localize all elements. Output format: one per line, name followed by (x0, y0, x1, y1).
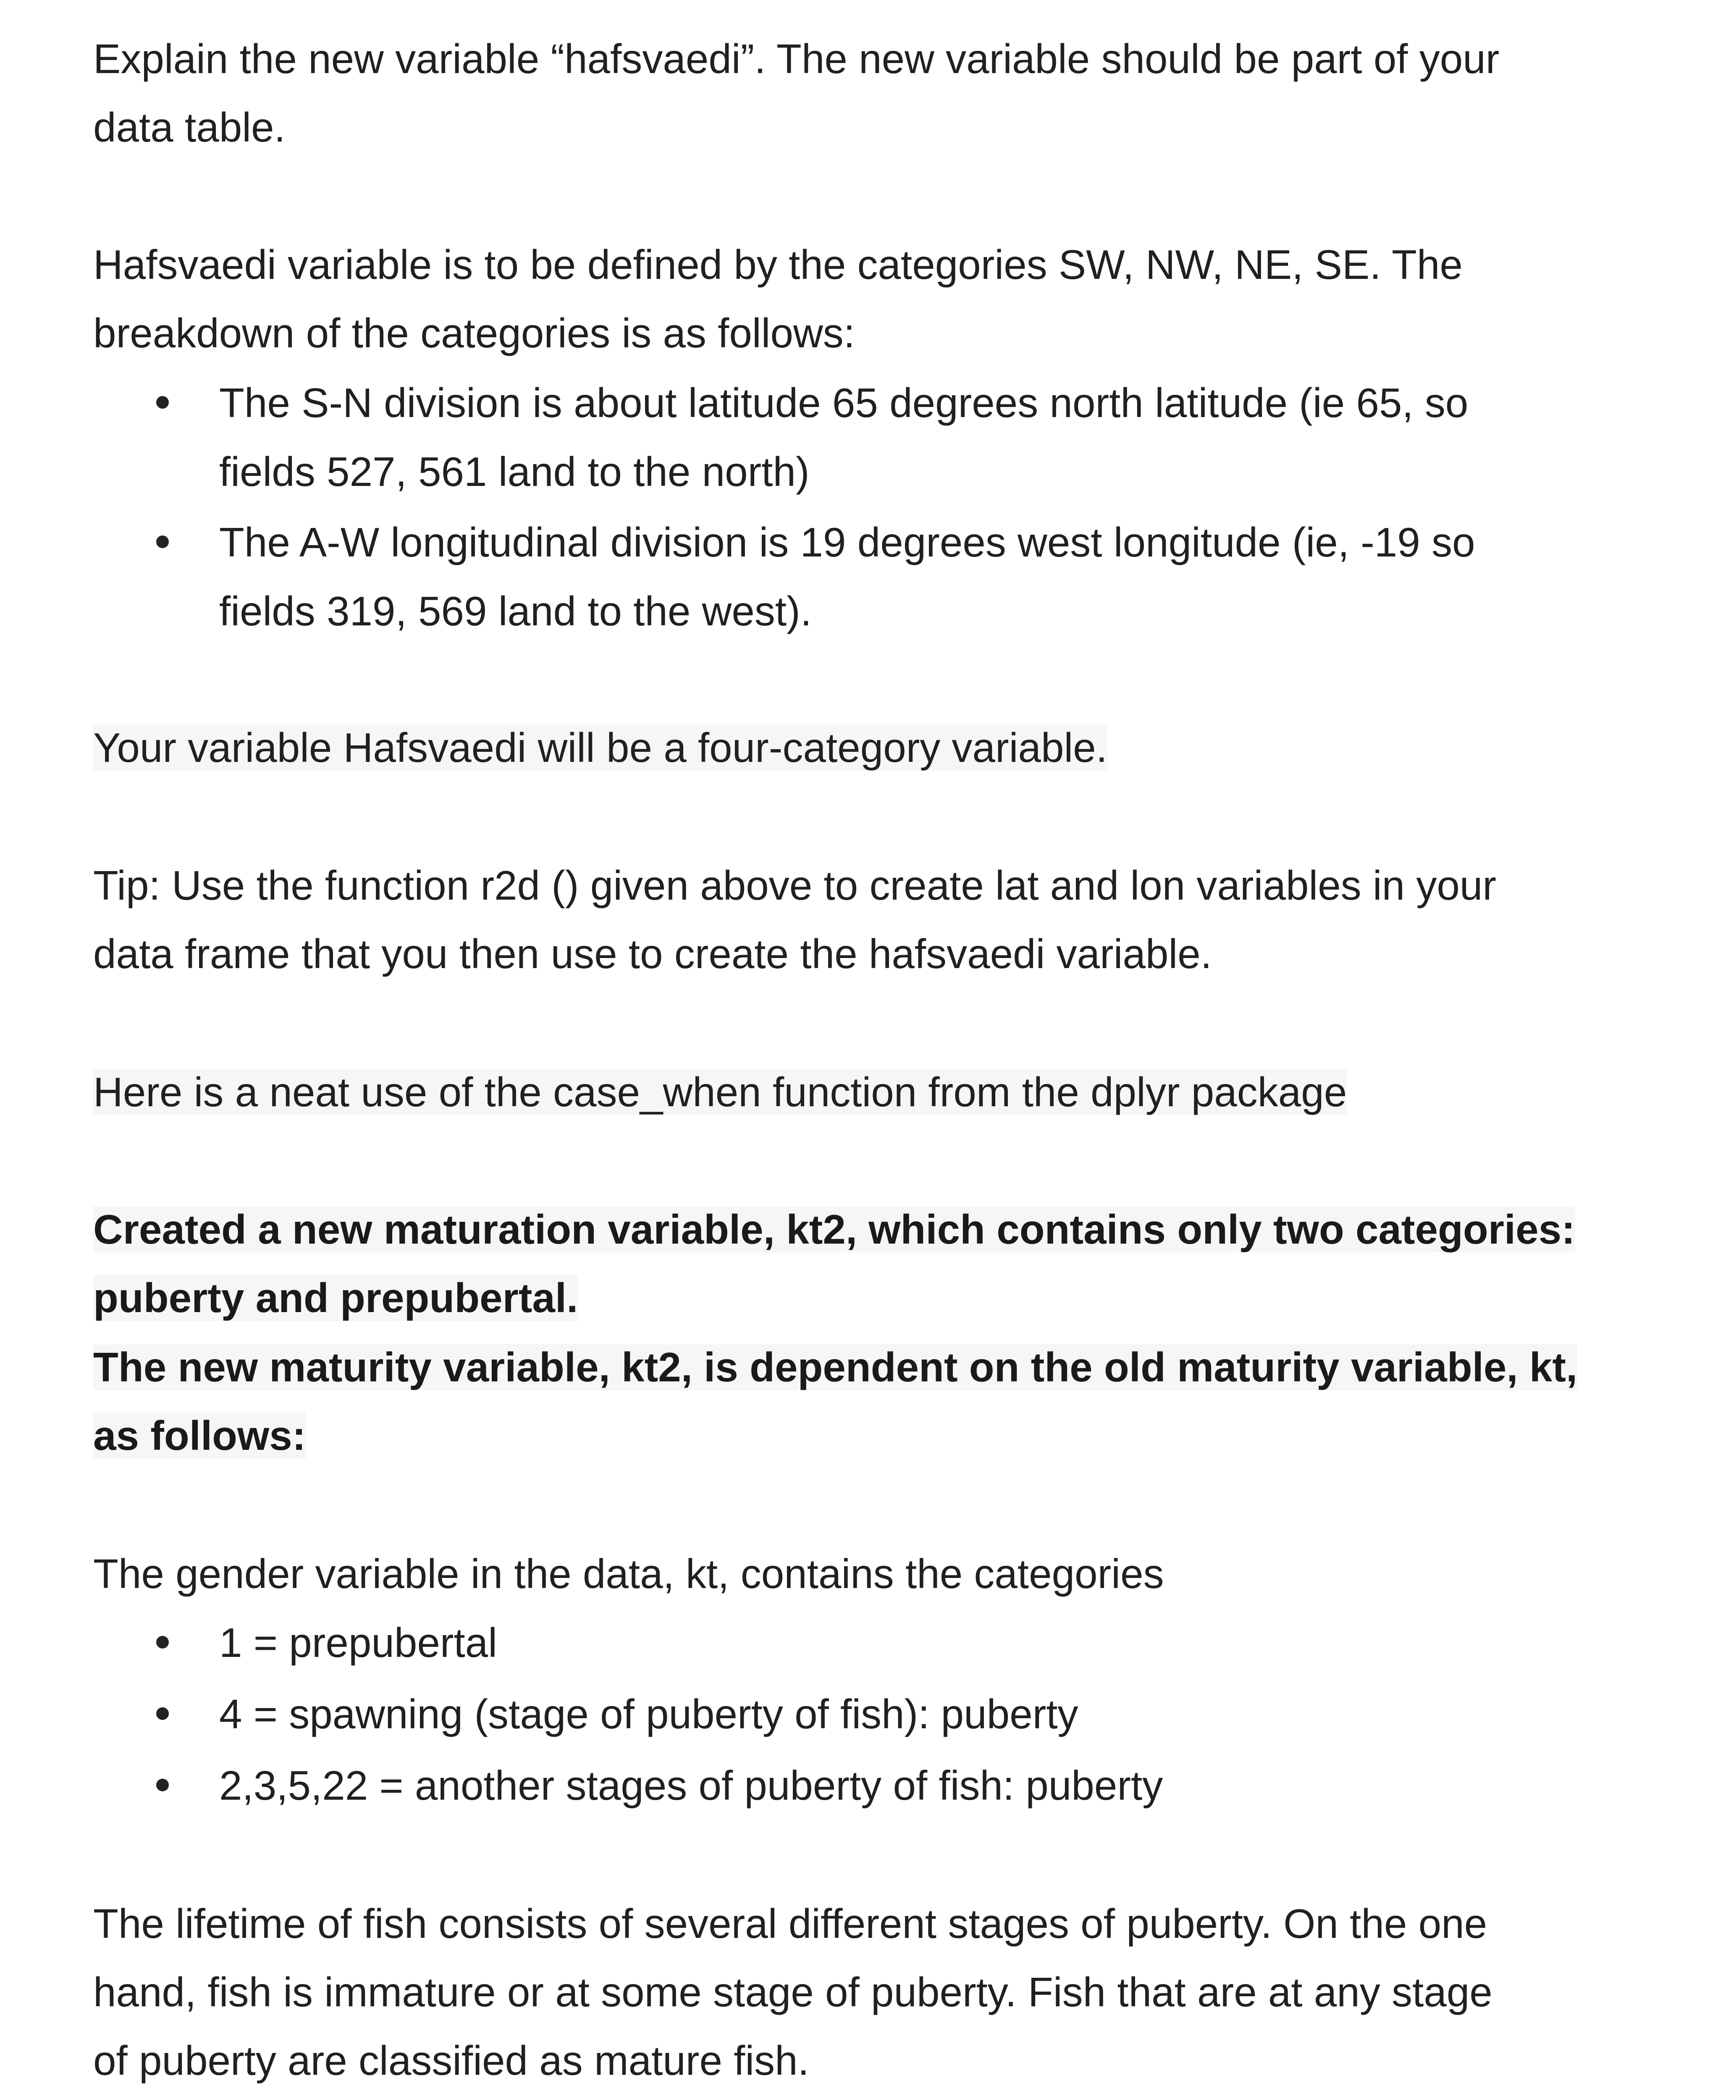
intro-line-2: data table. (93, 104, 286, 150)
hafsvaedi-bullet-2-line-2: fields 319, 569 land to the west). (219, 588, 812, 634)
maturation-text-2: puberty and prepubertal. (93, 1275, 578, 1321)
lifetime-line-3: of puberty are classified as mature fish. (93, 2037, 809, 2084)
hafsvaedi-line-1: Hafsvaedi variable is to be defined by the categories SW, NW, NE, SE. The (93, 242, 1463, 288)
bullet-icon (156, 396, 169, 409)
case-when-note-text: Here is a neat use of the case_when function from the dplyr package (93, 1069, 1347, 1115)
gender-bullet-3: 2,3,5,22 = another stages of puberty of fish: puberty (219, 1762, 1163, 1809)
lifetime-line-2: hand, fish is immature or at some stage of puberty. Fish that are at any stage (93, 1969, 1492, 2015)
case-when-note-line (93, 1067, 1347, 1117)
maturation-line-1 (93, 1204, 1575, 1255)
hafsvaedi-bullet-1-line-2: fields 527, 561 land to the north) (219, 449, 810, 495)
gender-bullet-2: 4 = spawning (stage of puberty of fish): puberty (219, 1691, 1078, 1737)
gender-bullet-1: 1 = prepubertal (219, 1620, 497, 1666)
bullet-icon (156, 1707, 169, 1720)
lifetime-line-1: The lifetime of fish consists of several different stages of puberty. On the one (93, 1900, 1487, 1947)
four-category-line (93, 722, 1107, 773)
maturation-line-4 (93, 1410, 306, 1461)
bullet-icon (156, 1636, 169, 1648)
tip-line-1: Tip: Use the function r2d () given above to create lat and lon variables in your (93, 862, 1497, 908)
tip-line-2: data frame that you then use to create the hafsvaedi variable. (93, 931, 1212, 977)
hafsvaedi-line-2: breakdown of the categories is as follows: (93, 310, 855, 356)
bullet-icon (156, 1779, 169, 1791)
maturation-text-4: as follows: (93, 1412, 306, 1459)
maturation-text-1: Created a new maturation variable, kt2, which contains only two categories: (93, 1206, 1575, 1252)
intro-line-1: Explain the new variable “hafsvaedi”. The new variable should be part of your (93, 36, 1500, 82)
maturation-text-3: The new maturity variable, kt2, is dependent on the old maturity variable, kt, (93, 1344, 1578, 1390)
four-category-text: Your variable Hafsvaedi will be a four-category variable. (93, 724, 1107, 771)
bullet-icon (156, 536, 169, 548)
hafsvaedi-bullet-1-line-1: The S-N division is about latitude 65 degrees north latitude (ie 65, so (219, 380, 1469, 426)
maturation-line-2 (93, 1273, 578, 1323)
hafsvaedi-bullet-2-line-1: The A-W longitudinal division is 19 degrees west longitude (ie, -19 so (219, 519, 1475, 565)
maturation-line-3 (93, 1342, 1577, 1392)
gender-intro-line: The gender variable in the data, kt, contains the categories (93, 1551, 1164, 1597)
